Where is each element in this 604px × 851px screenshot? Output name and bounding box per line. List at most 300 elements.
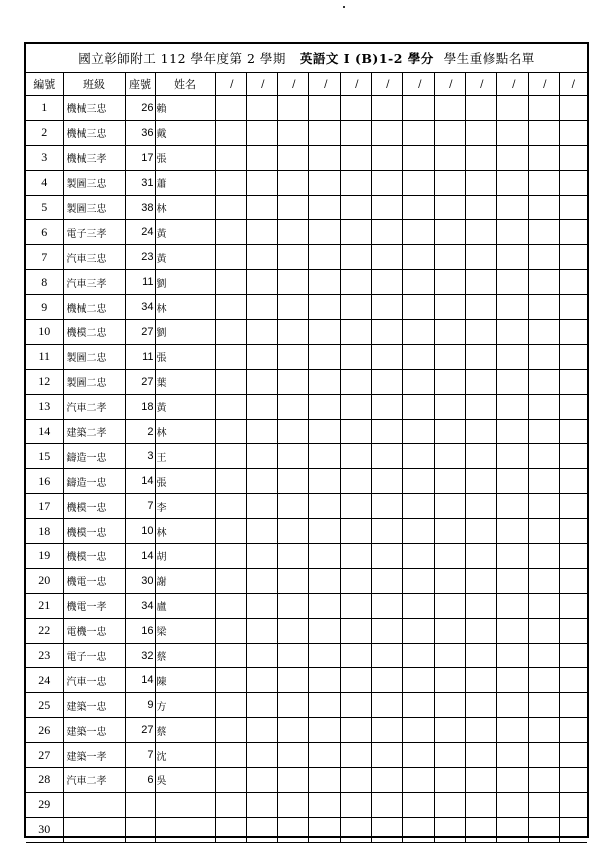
attendance-cell[interactable] — [528, 768, 559, 793]
attendance-cell[interactable] — [559, 394, 587, 419]
attendance-cell[interactable] — [308, 544, 340, 569]
attendance-cell[interactable] — [434, 96, 465, 121]
attendance-cell[interactable] — [559, 195, 587, 220]
attendance-cell[interactable] — [246, 643, 277, 668]
attendance-cell[interactable] — [465, 519, 496, 544]
attendance-cell[interactable] — [340, 394, 371, 419]
attendance-cell[interactable] — [277, 419, 308, 444]
attendance-cell[interactable] — [340, 593, 371, 618]
attendance-cell[interactable] — [496, 469, 528, 494]
attendance-cell[interactable] — [465, 469, 496, 494]
attendance-cell[interactable] — [215, 245, 246, 270]
attendance-cell[interactable] — [402, 519, 434, 544]
attendance-cell[interactable] — [246, 693, 277, 718]
attendance-cell[interactable] — [528, 295, 559, 320]
attendance-cell[interactable] — [308, 295, 340, 320]
attendance-cell[interactable] — [559, 643, 587, 668]
attendance-cell[interactable] — [496, 693, 528, 718]
attendance-cell[interactable] — [340, 668, 371, 693]
attendance-cell[interactable] — [434, 195, 465, 220]
attendance-cell[interactable] — [340, 643, 371, 668]
attendance-cell[interactable] — [215, 768, 246, 793]
attendance-cell[interactable] — [277, 220, 308, 245]
attendance-cell[interactable] — [496, 643, 528, 668]
attendance-cell[interactable] — [528, 170, 559, 195]
attendance-cell[interactable] — [215, 120, 246, 145]
attendance-cell[interactable] — [340, 743, 371, 768]
attendance-cell[interactable] — [246, 195, 277, 220]
attendance-cell[interactable] — [277, 743, 308, 768]
attendance-cell[interactable] — [559, 743, 587, 768]
attendance-cell[interactable] — [528, 568, 559, 593]
attendance-cell[interactable] — [371, 320, 402, 345]
attendance-cell[interactable] — [528, 120, 559, 145]
attendance-cell[interactable] — [559, 145, 587, 170]
attendance-cell[interactable] — [559, 718, 587, 743]
attendance-cell[interactable] — [402, 270, 434, 295]
attendance-cell[interactable] — [308, 96, 340, 121]
attendance-cell[interactable] — [277, 643, 308, 668]
attendance-cell[interactable] — [308, 195, 340, 220]
attendance-cell[interactable] — [246, 544, 277, 569]
attendance-cell[interactable] — [371, 394, 402, 419]
attendance-cell[interactable] — [308, 643, 340, 668]
attendance-cell[interactable] — [340, 768, 371, 793]
attendance-cell[interactable] — [402, 195, 434, 220]
attendance-cell[interactable] — [528, 643, 559, 668]
attendance-cell[interactable] — [434, 270, 465, 295]
attendance-cell[interactable] — [496, 444, 528, 469]
attendance-cell[interactable] — [371, 245, 402, 270]
attendance-cell[interactable] — [340, 568, 371, 593]
attendance-cell[interactable] — [277, 668, 308, 693]
attendance-cell[interactable] — [465, 195, 496, 220]
attendance-cell[interactable] — [528, 220, 559, 245]
attendance-cell[interactable] — [402, 419, 434, 444]
attendance-cell[interactable] — [246, 792, 277, 817]
attendance-cell[interactable] — [277, 618, 308, 643]
attendance-cell[interactable] — [340, 718, 371, 743]
attendance-cell[interactable] — [371, 519, 402, 544]
attendance-cell[interactable] — [434, 469, 465, 494]
attendance-cell[interactable] — [308, 120, 340, 145]
attendance-cell[interactable] — [465, 743, 496, 768]
attendance-cell[interactable] — [215, 270, 246, 295]
attendance-cell[interactable] — [340, 145, 371, 170]
attendance-cell[interactable] — [308, 718, 340, 743]
attendance-cell[interactable] — [308, 469, 340, 494]
attendance-cell[interactable] — [277, 444, 308, 469]
attendance-cell[interactable] — [277, 96, 308, 121]
attendance-cell[interactable] — [434, 320, 465, 345]
attendance-cell[interactable] — [496, 519, 528, 544]
attendance-cell[interactable] — [434, 817, 465, 842]
attendance-cell[interactable] — [277, 568, 308, 593]
attendance-cell[interactable] — [559, 270, 587, 295]
attendance-cell[interactable] — [402, 792, 434, 817]
attendance-cell[interactable] — [277, 195, 308, 220]
attendance-cell[interactable] — [308, 145, 340, 170]
attendance-cell[interactable] — [559, 544, 587, 569]
attendance-cell[interactable] — [215, 668, 246, 693]
attendance-cell[interactable] — [371, 718, 402, 743]
attendance-cell[interactable] — [246, 245, 277, 270]
attendance-cell[interactable] — [215, 469, 246, 494]
attendance-cell[interactable] — [402, 320, 434, 345]
attendance-cell[interactable] — [371, 170, 402, 195]
attendance-cell[interactable] — [402, 768, 434, 793]
attendance-cell[interactable] — [465, 419, 496, 444]
attendance-cell[interactable] — [371, 568, 402, 593]
attendance-cell[interactable] — [371, 270, 402, 295]
attendance-cell[interactable] — [559, 494, 587, 519]
attendance-cell[interactable] — [340, 369, 371, 394]
attendance-cell[interactable] — [402, 593, 434, 618]
attendance-cell[interactable] — [559, 170, 587, 195]
attendance-cell[interactable] — [277, 693, 308, 718]
attendance-cell[interactable] — [465, 618, 496, 643]
attendance-cell[interactable] — [465, 120, 496, 145]
attendance-cell[interactable] — [215, 593, 246, 618]
attendance-cell[interactable] — [215, 96, 246, 121]
attendance-cell[interactable] — [371, 145, 402, 170]
attendance-cell[interactable] — [277, 718, 308, 743]
attendance-cell[interactable] — [215, 743, 246, 768]
attendance-cell[interactable] — [246, 419, 277, 444]
attendance-cell[interactable] — [559, 245, 587, 270]
attendance-cell[interactable] — [434, 693, 465, 718]
attendance-cell[interactable] — [246, 593, 277, 618]
attendance-cell[interactable] — [215, 344, 246, 369]
attendance-cell[interactable] — [528, 519, 559, 544]
attendance-cell[interactable] — [496, 245, 528, 270]
attendance-cell[interactable] — [340, 195, 371, 220]
attendance-cell[interactable] — [559, 618, 587, 643]
attendance-cell[interactable] — [308, 743, 340, 768]
attendance-cell[interactable] — [465, 792, 496, 817]
attendance-cell[interactable] — [277, 593, 308, 618]
attendance-cell[interactable] — [559, 593, 587, 618]
attendance-cell[interactable] — [371, 792, 402, 817]
attendance-cell[interactable] — [371, 96, 402, 121]
attendance-cell[interactable] — [246, 768, 277, 793]
attendance-cell[interactable] — [496, 344, 528, 369]
attendance-cell[interactable] — [528, 245, 559, 270]
attendance-cell[interactable] — [528, 792, 559, 817]
attendance-cell[interactable] — [371, 369, 402, 394]
attendance-cell[interactable] — [402, 245, 434, 270]
attendance-cell[interactable] — [215, 419, 246, 444]
attendance-cell[interactable] — [528, 817, 559, 842]
attendance-cell[interactable] — [496, 544, 528, 569]
attendance-cell[interactable] — [465, 494, 496, 519]
attendance-cell[interactable] — [308, 768, 340, 793]
attendance-cell[interactable] — [528, 195, 559, 220]
attendance-cell[interactable] — [215, 618, 246, 643]
attendance-cell[interactable] — [371, 693, 402, 718]
attendance-cell[interactable] — [528, 419, 559, 444]
attendance-cell[interactable] — [528, 145, 559, 170]
attendance-cell[interactable] — [340, 344, 371, 369]
attendance-cell[interactable] — [246, 295, 277, 320]
attendance-cell[interactable] — [434, 394, 465, 419]
attendance-cell[interactable] — [496, 568, 528, 593]
attendance-cell[interactable] — [465, 344, 496, 369]
attendance-cell[interactable] — [277, 817, 308, 842]
attendance-cell[interactable] — [215, 792, 246, 817]
attendance-cell[interactable] — [465, 245, 496, 270]
attendance-cell[interactable] — [308, 444, 340, 469]
attendance-cell[interactable] — [308, 170, 340, 195]
attendance-cell[interactable] — [308, 494, 340, 519]
attendance-cell[interactable] — [465, 693, 496, 718]
attendance-cell[interactable] — [434, 120, 465, 145]
attendance-cell[interactable] — [528, 344, 559, 369]
attendance-cell[interactable] — [465, 295, 496, 320]
attendance-cell[interactable] — [215, 544, 246, 569]
attendance-cell[interactable] — [246, 220, 277, 245]
attendance-cell[interactable] — [559, 792, 587, 817]
attendance-cell[interactable] — [528, 544, 559, 569]
attendance-cell[interactable] — [465, 817, 496, 842]
attendance-cell[interactable] — [402, 618, 434, 643]
attendance-cell[interactable] — [277, 245, 308, 270]
attendance-cell[interactable] — [559, 220, 587, 245]
attendance-cell[interactable] — [340, 444, 371, 469]
attendance-cell[interactable] — [434, 618, 465, 643]
attendance-cell[interactable] — [340, 170, 371, 195]
attendance-cell[interactable] — [402, 394, 434, 419]
attendance-cell[interactable] — [215, 718, 246, 743]
attendance-cell[interactable] — [277, 394, 308, 419]
attendance-cell[interactable] — [434, 519, 465, 544]
attendance-cell[interactable] — [559, 369, 587, 394]
attendance-cell[interactable] — [215, 295, 246, 320]
attendance-cell[interactable] — [371, 295, 402, 320]
attendance-cell[interactable] — [277, 270, 308, 295]
attendance-cell[interactable] — [496, 220, 528, 245]
attendance-cell[interactable] — [559, 668, 587, 693]
attendance-cell[interactable] — [528, 693, 559, 718]
attendance-cell[interactable] — [340, 494, 371, 519]
attendance-cell[interactable] — [465, 270, 496, 295]
attendance-cell[interactable] — [434, 544, 465, 569]
attendance-cell[interactable] — [246, 494, 277, 519]
attendance-cell[interactable] — [402, 96, 434, 121]
attendance-cell[interactable] — [496, 817, 528, 842]
attendance-cell[interactable] — [465, 668, 496, 693]
attendance-cell[interactable] — [496, 668, 528, 693]
attendance-cell[interactable] — [496, 369, 528, 394]
attendance-cell[interactable] — [246, 320, 277, 345]
attendance-cell[interactable] — [277, 344, 308, 369]
attendance-cell[interactable] — [246, 120, 277, 145]
attendance-cell[interactable] — [340, 245, 371, 270]
attendance-cell[interactable] — [434, 718, 465, 743]
attendance-cell[interactable] — [246, 718, 277, 743]
attendance-cell[interactable] — [277, 519, 308, 544]
attendance-cell[interactable] — [308, 270, 340, 295]
attendance-cell[interactable] — [528, 494, 559, 519]
attendance-cell[interactable] — [371, 220, 402, 245]
attendance-cell[interactable] — [559, 768, 587, 793]
attendance-cell[interactable] — [277, 369, 308, 394]
attendance-cell[interactable] — [559, 295, 587, 320]
attendance-cell[interactable] — [277, 768, 308, 793]
attendance-cell[interactable] — [402, 743, 434, 768]
attendance-cell[interactable] — [528, 593, 559, 618]
attendance-cell[interactable] — [496, 792, 528, 817]
attendance-cell[interactable] — [465, 593, 496, 618]
attendance-cell[interactable] — [308, 245, 340, 270]
attendance-cell[interactable] — [340, 817, 371, 842]
attendance-cell[interactable] — [465, 568, 496, 593]
attendance-cell[interactable] — [496, 593, 528, 618]
attendance-cell[interactable] — [528, 369, 559, 394]
attendance-cell[interactable] — [465, 96, 496, 121]
attendance-cell[interactable] — [528, 394, 559, 419]
attendance-cell[interactable] — [308, 618, 340, 643]
attendance-cell[interactable] — [402, 693, 434, 718]
attendance-cell[interactable] — [559, 320, 587, 345]
attendance-cell[interactable] — [308, 668, 340, 693]
attendance-cell[interactable] — [215, 444, 246, 469]
attendance-cell[interactable] — [340, 544, 371, 569]
attendance-cell[interactable] — [496, 270, 528, 295]
attendance-cell[interactable] — [434, 245, 465, 270]
attendance-cell[interactable] — [465, 718, 496, 743]
attendance-cell[interactable] — [528, 668, 559, 693]
attendance-cell[interactable] — [434, 643, 465, 668]
attendance-cell[interactable] — [559, 120, 587, 145]
attendance-cell[interactable] — [277, 494, 308, 519]
attendance-cell[interactable] — [559, 419, 587, 444]
attendance-cell[interactable] — [434, 419, 465, 444]
attendance-cell[interactable] — [496, 743, 528, 768]
attendance-cell[interactable] — [215, 220, 246, 245]
attendance-cell[interactable] — [434, 768, 465, 793]
attendance-cell[interactable] — [496, 145, 528, 170]
attendance-cell[interactable] — [308, 394, 340, 419]
attendance-cell[interactable] — [246, 270, 277, 295]
attendance-cell[interactable] — [402, 817, 434, 842]
attendance-cell[interactable] — [528, 270, 559, 295]
attendance-cell[interactable] — [465, 544, 496, 569]
attendance-cell[interactable] — [215, 817, 246, 842]
attendance-cell[interactable] — [246, 618, 277, 643]
attendance-cell[interactable] — [308, 320, 340, 345]
attendance-cell[interactable] — [496, 394, 528, 419]
attendance-cell[interactable] — [402, 369, 434, 394]
attendance-cell[interactable] — [308, 419, 340, 444]
attendance-cell[interactable] — [371, 768, 402, 793]
attendance-cell[interactable] — [434, 444, 465, 469]
attendance-cell[interactable] — [371, 120, 402, 145]
attendance-cell[interactable] — [402, 120, 434, 145]
attendance-cell[interactable] — [277, 170, 308, 195]
attendance-cell[interactable] — [215, 519, 246, 544]
attendance-cell[interactable] — [340, 519, 371, 544]
attendance-cell[interactable] — [340, 469, 371, 494]
attendance-cell[interactable] — [434, 344, 465, 369]
attendance-cell[interactable] — [496, 295, 528, 320]
attendance-cell[interactable] — [277, 120, 308, 145]
attendance-cell[interactable] — [465, 170, 496, 195]
attendance-cell[interactable] — [465, 320, 496, 345]
attendance-cell[interactable] — [246, 469, 277, 494]
attendance-cell[interactable] — [402, 668, 434, 693]
attendance-cell[interactable] — [371, 195, 402, 220]
attendance-cell[interactable] — [402, 220, 434, 245]
attendance-cell[interactable] — [308, 220, 340, 245]
attendance-cell[interactable] — [496, 419, 528, 444]
attendance-cell[interactable] — [402, 469, 434, 494]
attendance-cell[interactable] — [215, 145, 246, 170]
attendance-cell[interactable] — [434, 170, 465, 195]
attendance-cell[interactable] — [308, 344, 340, 369]
attendance-cell[interactable] — [496, 494, 528, 519]
attendance-cell[interactable] — [402, 344, 434, 369]
attendance-cell[interactable] — [496, 768, 528, 793]
attendance-cell[interactable] — [434, 494, 465, 519]
attendance-cell[interactable] — [340, 295, 371, 320]
attendance-cell[interactable] — [496, 618, 528, 643]
attendance-cell[interactable] — [215, 494, 246, 519]
attendance-cell[interactable] — [215, 568, 246, 593]
attendance-cell[interactable] — [246, 394, 277, 419]
attendance-cell[interactable] — [371, 544, 402, 569]
attendance-cell[interactable] — [215, 693, 246, 718]
attendance-cell[interactable] — [559, 444, 587, 469]
attendance-cell[interactable] — [528, 618, 559, 643]
attendance-cell[interactable] — [215, 320, 246, 345]
attendance-cell[interactable] — [559, 96, 587, 121]
attendance-cell[interactable] — [402, 494, 434, 519]
attendance-cell[interactable] — [340, 693, 371, 718]
attendance-cell[interactable] — [434, 145, 465, 170]
attendance-cell[interactable] — [246, 369, 277, 394]
attendance-cell[interactable] — [528, 743, 559, 768]
attendance-cell[interactable] — [402, 544, 434, 569]
attendance-cell[interactable] — [308, 519, 340, 544]
attendance-cell[interactable] — [246, 145, 277, 170]
attendance-cell[interactable] — [277, 469, 308, 494]
attendance-cell[interactable] — [277, 295, 308, 320]
attendance-cell[interactable] — [371, 469, 402, 494]
attendance-cell[interactable] — [215, 394, 246, 419]
attendance-cell[interactable] — [465, 643, 496, 668]
attendance-cell[interactable] — [340, 792, 371, 817]
attendance-cell[interactable] — [277, 145, 308, 170]
attendance-cell[interactable] — [465, 444, 496, 469]
attendance-cell[interactable] — [308, 568, 340, 593]
attendance-cell[interactable] — [340, 419, 371, 444]
attendance-cell[interactable] — [465, 768, 496, 793]
attendance-cell[interactable] — [559, 817, 587, 842]
attendance-cell[interactable] — [246, 344, 277, 369]
attendance-cell[interactable] — [434, 369, 465, 394]
attendance-cell[interactable] — [371, 618, 402, 643]
attendance-cell[interactable] — [246, 568, 277, 593]
attendance-cell[interactable] — [434, 295, 465, 320]
attendance-cell[interactable] — [465, 369, 496, 394]
attendance-cell[interactable] — [340, 220, 371, 245]
attendance-cell[interactable] — [246, 444, 277, 469]
attendance-cell[interactable] — [559, 469, 587, 494]
attendance-cell[interactable] — [402, 295, 434, 320]
attendance-cell[interactable] — [246, 817, 277, 842]
attendance-cell[interactable] — [434, 668, 465, 693]
